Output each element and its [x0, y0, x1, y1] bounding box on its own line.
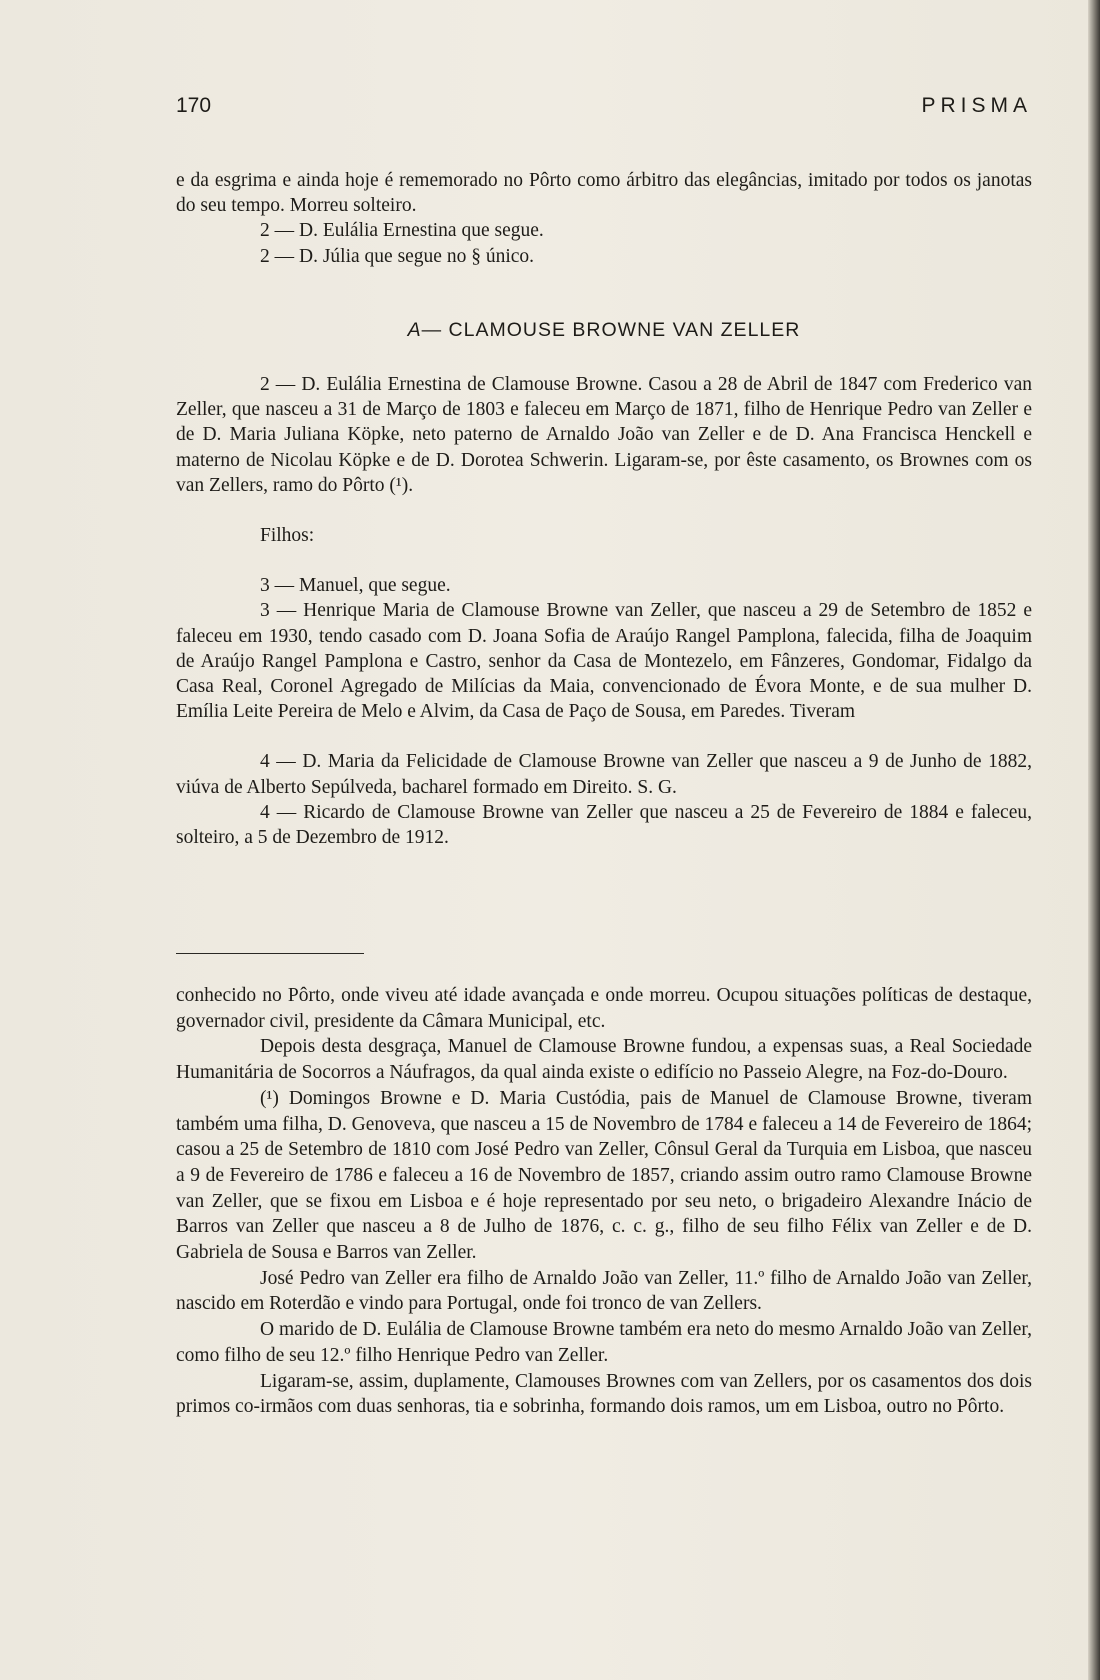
list-item-ricardo: 4 — Ricardo de Clamouse Browne van Zeller que nasceu a 25 de Fevereiro de 1884 e faleceu, solteiro, a 5 de Dezembro de 1912.	[176, 801, 1032, 849]
footnote-1: (¹) Domingos Browne e D. Maria Custódia, pais de Manuel de Clamouse Browne, tiveram também uma filha, D. Genoveva, que nasceu a 15 de Novembro de 1784 e faleceu a 14 de Fevereiro de 1864; casou a 25 de Setembro de 1810 com José Pedro van Zeller, Cônsul Geral da Turquia em Lisboa, que nasceu a 9 de Fevereiro de 1786 e faleceu a 16 de Novembro de 1857, criando assim outro ramo Clamouse Browne van Zeller, que se fixou em Lisboa e é hoje representado por seu neto, o brigadeiro Alexandre Inácio de Barros van Zeller que nasceu a 8 de Julho de 1876, c. c. g., filho de seu filho Félix van Zeller e de D. Gabriela de Sousa e Barros van Zeller.	[176, 1087, 1032, 1264]
page-edge-shadow	[1088, 0, 1100, 1680]
paragraph-esgrima: e da esgrima e ainda hoje é rememorado no Pôrto como árbitro das elegâncias, imitado por todos os janotas do seu tempo. Morreu solteiro.	[176, 170, 1032, 217]
footnotes	[176, 983, 1032, 1420]
list-item-maria-felicidade: 4 — D. Maria da Felicidade de Clamouse Browne van Zeller que nasceu a 9 de Junho de 1882, viúva de Alberto Sepúlveda, bacharel formado em Direito. S. G.	[176, 751, 1032, 798]
footnote-divider	[176, 953, 364, 954]
continued-text	[176, 168, 1032, 269]
list-item-eulalia: 2 — D. Eulália Ernestina que segue.	[260, 220, 544, 242]
footnote-marido: O marido de D. Eulália de Clamouse Browne também era neto do mesmo Arnaldo João van Zeller, como filho de seu 12.º filho Henrique Pedro van Zeller.	[176, 1319, 1032, 1366]
section-heading	[176, 318, 1032, 343]
footnote-continued: conhecido no Pôrto, onde viveu até idade avançada e onde morreu. Ocupou situações políticas de destaque, governador civil, presidente da Câmara Municipal, etc.	[176, 985, 1032, 1032]
list-item-julia: 2 — D. Júlia que segue no § único.	[260, 245, 535, 267]
footnote-ligaram: Ligaram-se, assim, duplamente, Clamouses Brownes com van Zellers, por os casamentos dos dois primos co-irmãos com duas senhoras, tia e sobrinha, formando dois ramos, um em Lisboa, outro no Pôrto.	[176, 1370, 1032, 1418]
section-title: — CLAMOUSE BROWNE VAN ZELLER	[421, 319, 801, 341]
section-letter: A	[407, 319, 422, 341]
running-head: PRISMA	[921, 94, 1032, 117]
footnote-sociedade: Depois desta desgraça, Manuel de Clamouse Browne fundou, a expensas suas, a Real Sociedade Humanitária de Socorros a Náufragos, da qual ainda existe o edifício no Passeio Alegre, na Foz-do-Douro.	[176, 1036, 1032, 1084]
main-text	[176, 372, 1032, 850]
footnote-jose-pedro: José Pedro van Zeller era filho de Arnaldo João van Zeller, 11.º filho de Arnaldo João van Zeller, nascido em Roterdão e vindo para Portugal, onde foi tronco de van Zellers.	[176, 1267, 1032, 1315]
list-item-manuel: 3 — Manuel, que segue.	[260, 575, 451, 597]
paragraph-filhos: Filhos:	[260, 525, 315, 547]
list-item-henrique: 3 — Henrique Maria de Clamouse Browne van Zeller, que nasceu a 29 de Setembro de 1852 e faleceu em 1930, tendo casado com D. Joana Sofia de Araújo Rangel Pamplona, falecida, filha de Joaquim de Araújo Rangel Pamplona e Castro, senhor da Casa de Montezelo, em Fânzeres, Gondomar, Fidalgo da Casa Real, Coronel Agregado de Milícias da Maia, convencionado de Évora Monte, e de sua mulher D. Emília Leite Pereira de Melo e Alvim, da Casa de Paço de Sousa, em Paredes. Tiveram	[176, 600, 1032, 723]
page-header	[176, 94, 1032, 130]
page-number: 170	[176, 94, 212, 117]
paragraph-eulalia-marriage: 2 — D. Eulália Ernestina de Clamouse Browne. Casou a 28 de Abril de 1847 com Frederico van Zeller, que nasceu a 31 de Março de 1803 e faleceu em Março de 1871, filho de Henrique Pedro van Zeller e de D. Maria Juliana Köpke, neto paterno de Arnaldo João van Zeller e de D. Ana Francisca Henckell e materno de Nicolau Köpke e de D. Dorotea Schwerin. Ligaram-se, por êste casamento, os Brownes com os van Zellers, ramo do Pôrto (¹).	[176, 374, 1032, 496]
